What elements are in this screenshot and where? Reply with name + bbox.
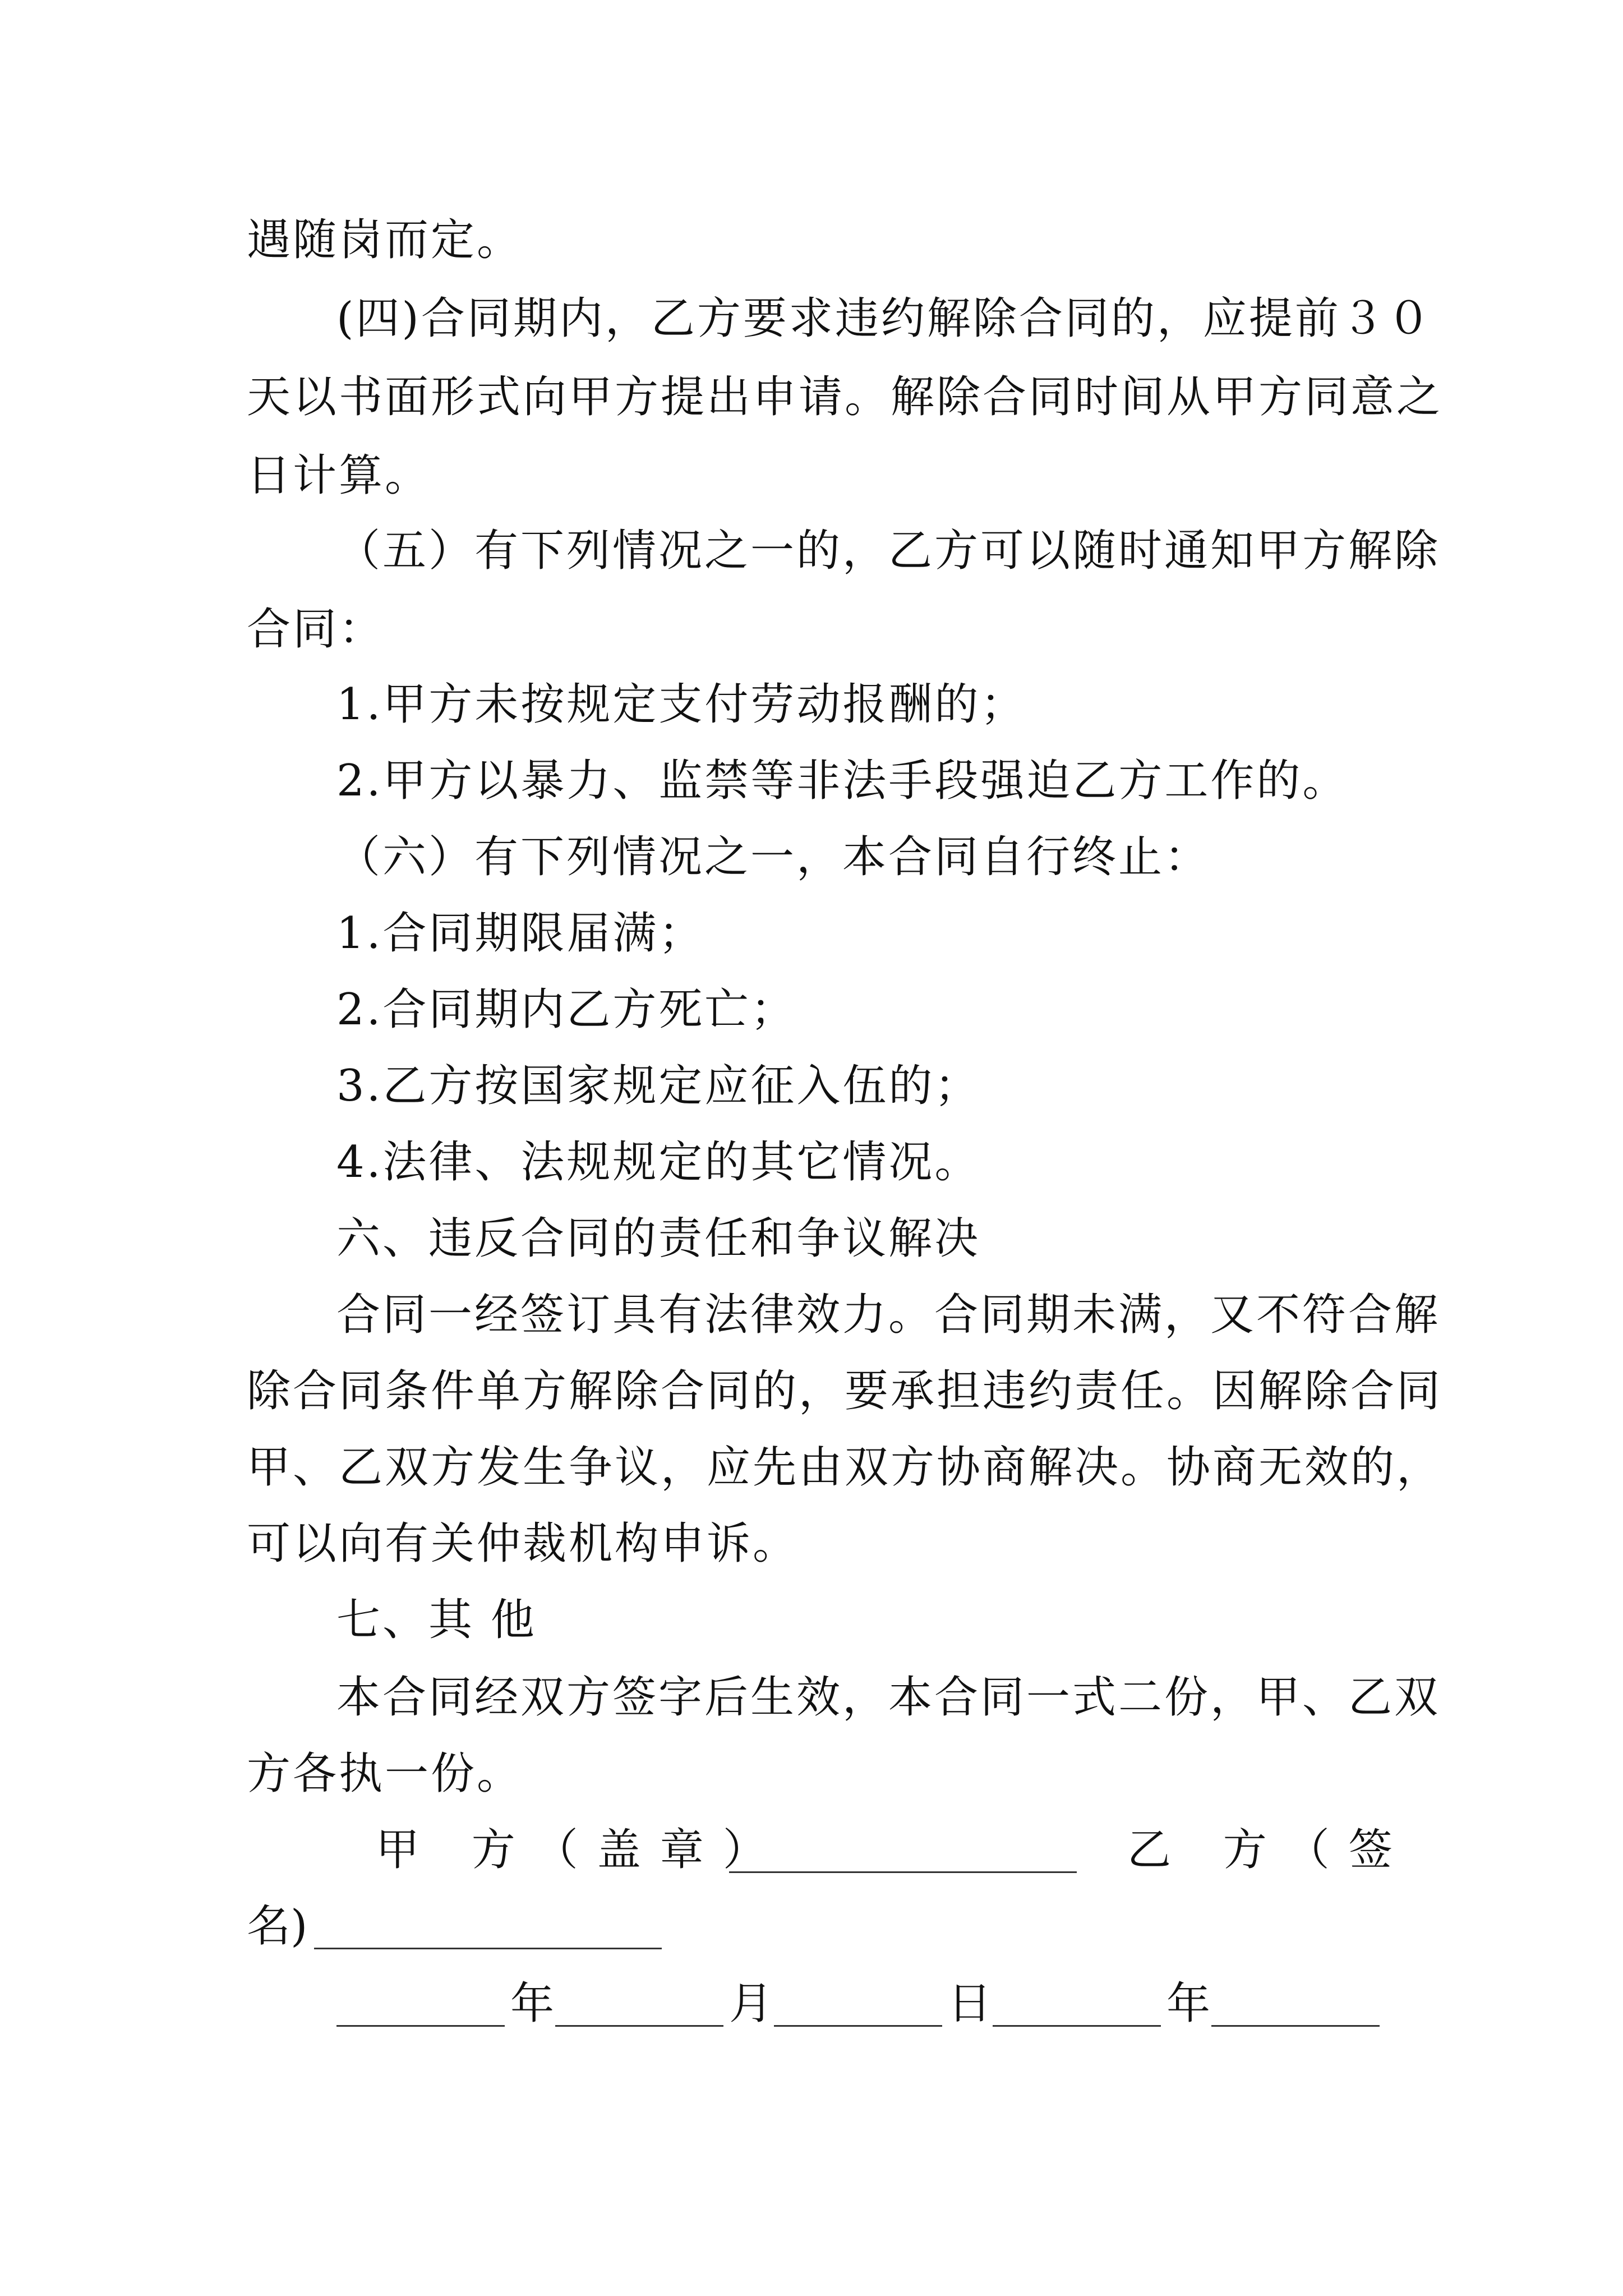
paragraph-line: 可以向有关仲裁机构申诉。	[247, 1519, 799, 1569]
month-label: 月	[729, 1978, 773, 2029]
year-blank-2[interactable]	[993, 2025, 1161, 2027]
paragraph-line: 合同：	[247, 604, 385, 655]
paragraph-line: 本合同经双方签字后生效，本合同一式二份，甲、乙双	[336, 1672, 1441, 1723]
month-blank[interactable]	[555, 2025, 723, 2027]
paragraph-line: （五）有下列情况之一的，乙方可以随时通知甲方解除	[336, 526, 1441, 576]
list-item: 2.合同期内乙方死亡；	[336, 984, 797, 1035]
paragraph-line: 合同一经签订具有法律效力。合同期未满，又不符合解	[336, 1290, 1441, 1340]
paragraph-line: 日计算。	[247, 450, 431, 501]
list-item: 4.法律、法规规定的其它情况。	[336, 1137, 981, 1188]
year-label-2: 年	[1166, 1978, 1211, 2029]
paragraph-line: (四)合同期内，乙方要求违约解除合同的，应提前３０	[336, 293, 1433, 344]
paragraph-line: 除合同条件单方解除合同的，要承担违约责任。因解除合同	[247, 1366, 1443, 1416]
day-blank[interactable]	[774, 2025, 942, 2027]
year-blank[interactable]	[336, 2025, 505, 2027]
party-b-blank[interactable]	[314, 1948, 662, 1949]
party-b-label: 乙 方（签	[1127, 1825, 1412, 1875]
party-a-label: 甲 方（盖章）	[376, 1825, 786, 1875]
party-b-label-cont: 名)	[247, 1901, 308, 1952]
section-heading: 七、其 他	[336, 1595, 537, 1645]
trailing-blank[interactable]	[1211, 2025, 1380, 2027]
paragraph-line: 遇随岗而定。	[247, 215, 523, 265]
party-a-blank[interactable]	[729, 1871, 1077, 1873]
paragraph-line: 天以书面形式向甲方提出申请。解除合同时间从甲方同意之	[247, 372, 1443, 422]
list-item: 1.甲方未按规定支付劳动报酬的；	[336, 679, 1027, 730]
paragraph-line: 甲、乙双方发生争议，应先由双方协商解决。协商无效的，	[247, 1442, 1443, 1493]
list-item: 2.甲方以暴力、监禁等非法手段强迫乙方工作的。	[336, 756, 1349, 806]
list-item: 1.合同期限届满；	[336, 908, 705, 959]
paragraph-line: （六）有下列情况之一，本合同自行终止：	[336, 832, 1211, 882]
section-heading: 六、违反合同的责任和争议解决	[336, 1213, 981, 1264]
list-item: 3.乙方按国家规定应征入伍的；	[336, 1061, 981, 1111]
day-label: 日	[948, 1978, 992, 2029]
year-label: 年	[510, 1978, 555, 2029]
paragraph-line: 方各执一份。	[247, 1749, 523, 1799]
